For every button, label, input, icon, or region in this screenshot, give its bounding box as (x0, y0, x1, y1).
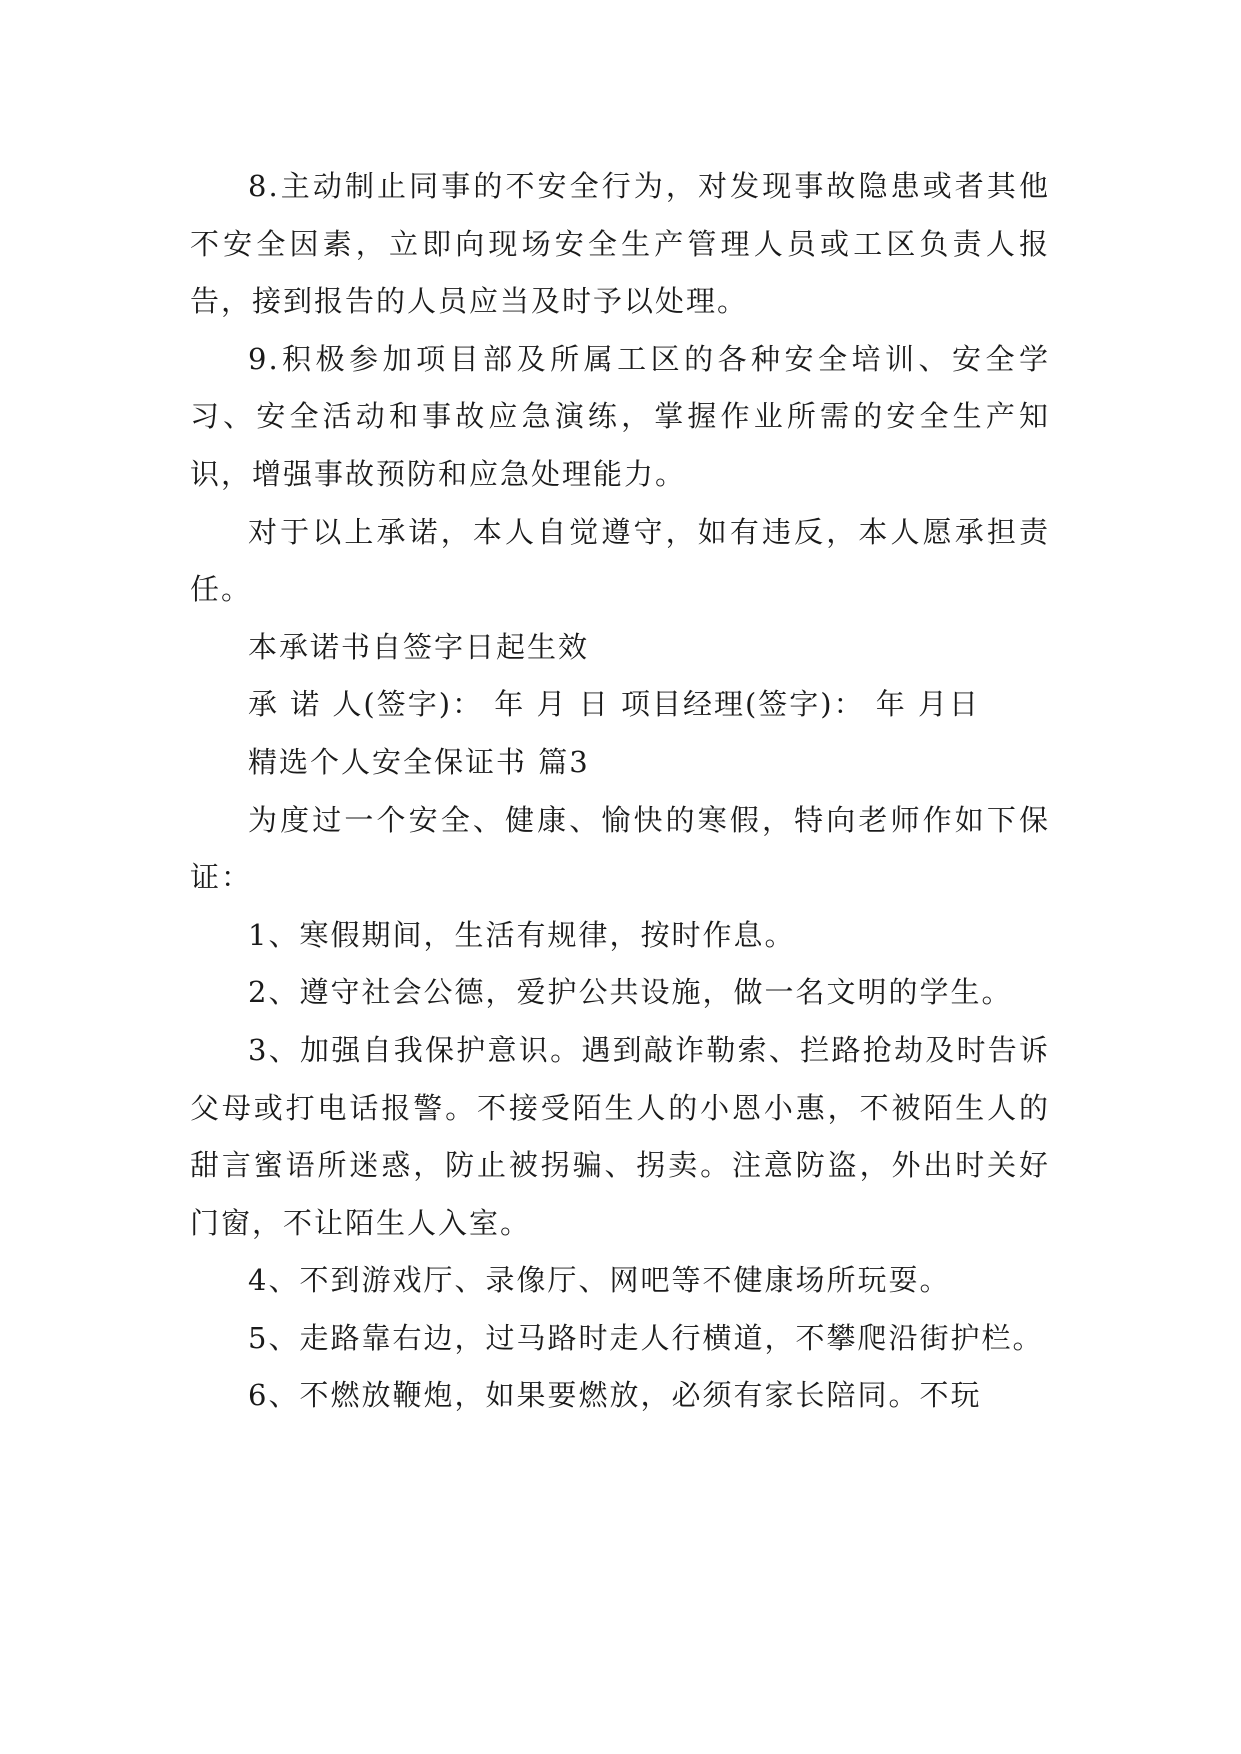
list-item-3: 3、加强自我保护意识。遇到敲诈勒索、拦路抢劫及时告诉父母或打电话报警。不接受陌生人的小恩小惠，不被陌生人的甜言蜜语所迷惑，防止被拐骗、拐卖。注意防盗，外出时关好门窗，不让陌生人入室。 (190, 1032, 1050, 1240)
paragraph-effective: 本承诺书自签字日起生效 (248, 629, 590, 664)
list-item-6: 6、不燃放鞭炮，如果要燃放，必须有家长陪同。不玩 (248, 1378, 982, 1413)
paragraph-item-9: 9.积极参加项目部及所属工区的各种安全培训、安全学习、安全活动和事故应急演练，掌握作业所需的安全生产知识，增强事故预防和应急处理能力。 (190, 341, 1050, 491)
list-item-4: 4、不到游戏厅、录像厅、网吧等不健康场所玩耍。 (248, 1263, 951, 1298)
paragraph-signatures: 承 诺 人(签字)： 年 月 日 项目经理(签字)： 年 月日 (248, 687, 981, 722)
document-body (190, 158, 1050, 1425)
list-item-1: 1、寒假期间，生活有规律，按时作息。 (248, 917, 796, 952)
section-heading: 精选个人安全保证书 篇3 (248, 744, 590, 779)
paragraph-intro: 为度过一个安全、健康、愉快的寒假，特向老师作如下保证： (190, 802, 1050, 895)
list-item-2: 2、遵守社会公德，爱护公共设施，做一名文明的学生。 (248, 975, 1013, 1010)
list-item-5: 5、走路靠右边，过马路时走人行横道，不攀爬沿街护栏。 (248, 1320, 1044, 1355)
paragraph-item-8: 8.主动制止同事的不安全行为，对发现事故隐患或者其他不安全因素，立即向现场安全生产管理人员或工区负责人报告，接到报告的人员应当及时予以处理。 (190, 169, 1050, 319)
paragraph-commitment: 对于以上承诺，本人自觉遵守，如有违反，本人愿承担责任。 (190, 514, 1050, 607)
